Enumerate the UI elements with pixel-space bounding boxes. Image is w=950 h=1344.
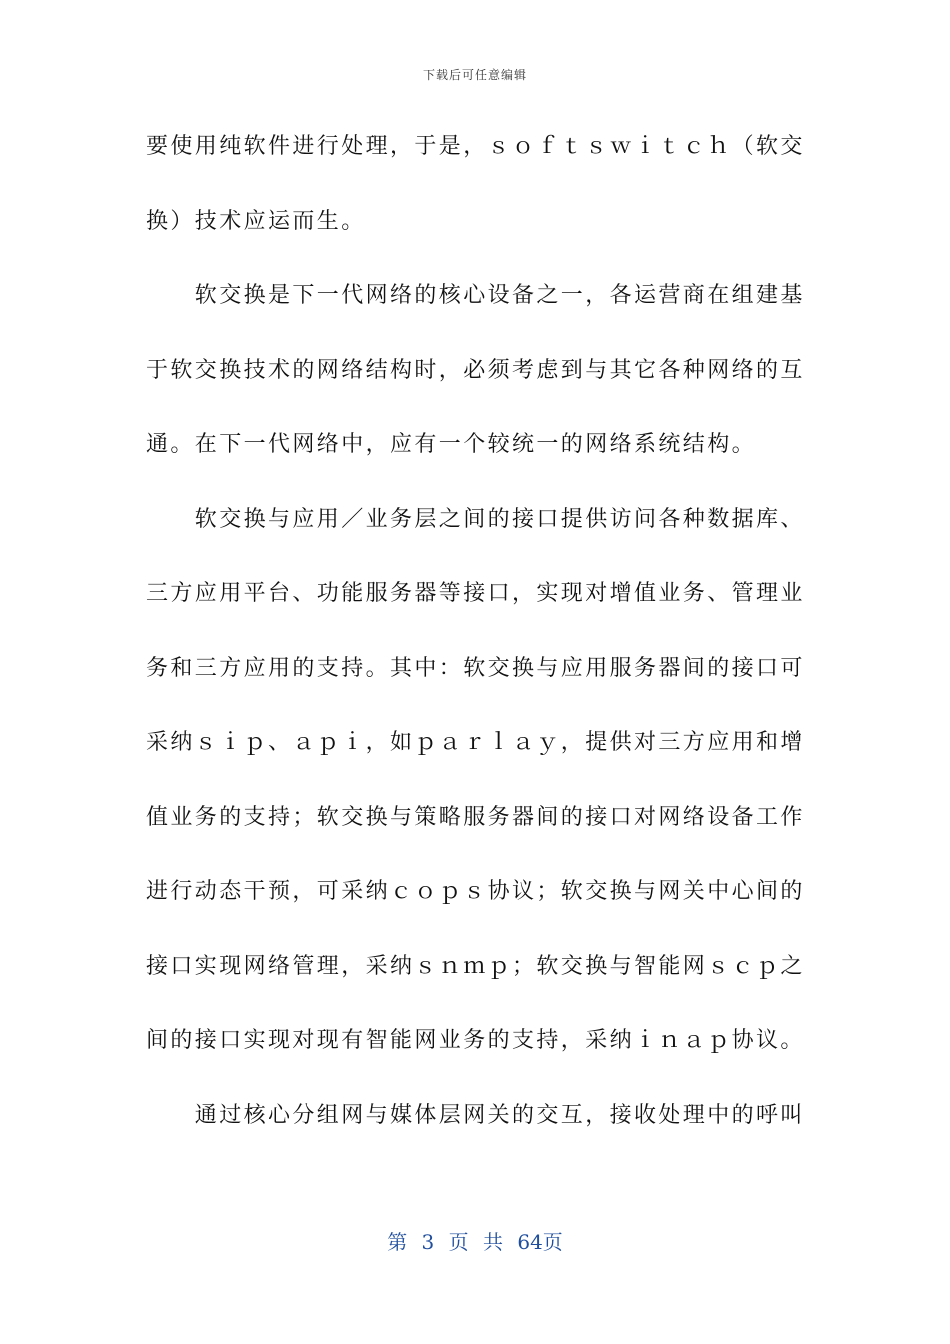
text-line: 通。在下一代网络中，应有一个较统一的网络系统结构。 — [146, 432, 757, 457]
text-line: 接口实现网络管理，采纳ｓｎｍｐ；软交换与智能网ｓｃｐ之 — [146, 953, 805, 979]
text-line: 务和三方应用的支持。其中：软交换与应用服务器间的接口可 — [146, 655, 805, 681]
text-line: 三方应用平台、功能服务器等接口，实现对增值业务、管理业 — [146, 581, 805, 606]
text-line: 通过核心分组网与媒体层网关的交互，接收处理中的呼叫 — [146, 1102, 805, 1128]
page-header-note: 下载后可任意编辑 — [422, 68, 527, 82]
text-line: 值业务的支持；软交换与策略服务器间的接口对网络设备工作 — [146, 804, 805, 830]
page-number-footer: 第 3 页 共 64页 — [387, 1230, 563, 1254]
text-line: 间的接口实现对现有智能网业务的支持，采纳ｉｎａｐ协议。 — [146, 1028, 805, 1053]
text-line: 进行动态干预，可采纳ｃｏｐｓ协议；软交换与网关中心间的 — [146, 879, 805, 904]
text-line: 换）技术应运而生。 — [146, 208, 366, 234]
text-line: 软交换是下一代网络的核心设备之一，各运营商在组建基 — [146, 283, 805, 308]
text-line: 采纳ｓｉｐ、ａｐｉ，如ｐａｒｌａｙ，提供对三方应用和增 — [146, 730, 805, 755]
text-line: 软交换与应用／业务层之间的接口提供访问各种数据库、 — [146, 506, 805, 532]
text-line: 要使用纯软件进行处理，于是，ｓｏｆｔｓｗｉｔｃｈ（软交 — [146, 134, 805, 159]
text-line: 于软交换技术的网络结构时，必须考虑到与其它各种网络的互 — [146, 357, 805, 383]
document-body — [146, 110, 806, 1153]
